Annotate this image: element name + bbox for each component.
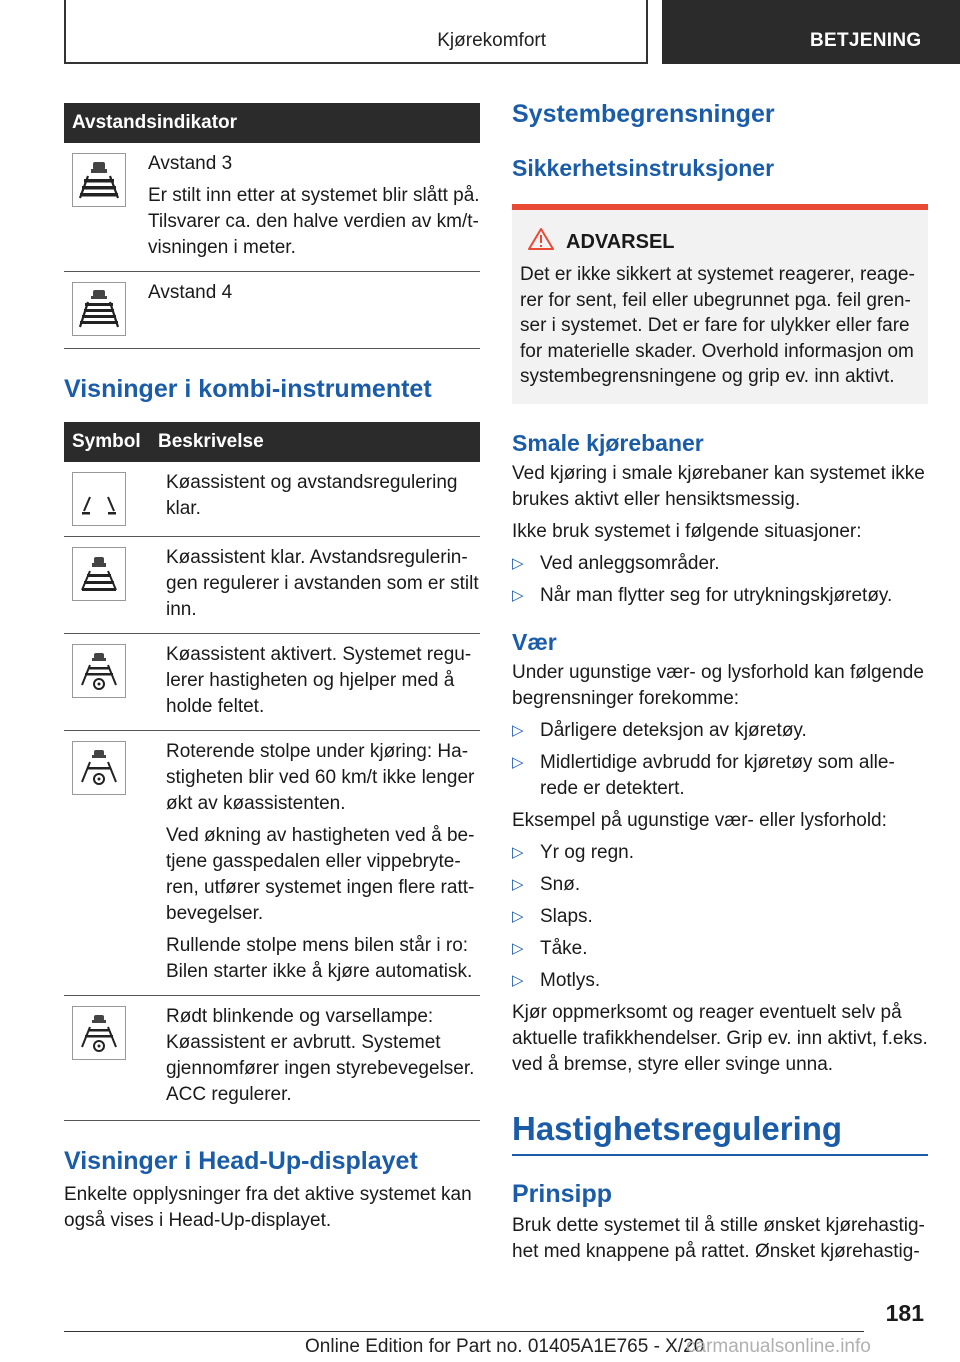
list-item: ▷ Ved anleggsområder. — [512, 552, 720, 574]
distance-4-icon — [72, 282, 126, 336]
kombi-row-3-text: Køassistent aktivert. Systemet regu-lerer hastigheten og hjelper med å holde feltet. — [166, 644, 472, 717]
table-row — [64, 634, 480, 731]
distance-3-label: Avstand 3 — [148, 153, 233, 174]
kombi-table-header: Symbol Beskrivelse — [64, 422, 480, 462]
distance-4-label: Avstand 4 — [148, 282, 233, 303]
header-section: Kjørekomfort — [437, 30, 546, 51]
distance-3-text: Er stilt inn etter at systemet blir slått på. Tilsvarer ca. den halve verdien av km/t-visningen i meter. — [148, 185, 480, 258]
narrow-lanes-title: Smale kjørebaner — [512, 429, 704, 456]
kombi-row-1-text: Køassistent og avstandsregulering klar. — [166, 472, 458, 519]
weather-examples-intro: Eksempel på ugunstige vær- eller lysforhold: — [512, 809, 887, 831]
table-row — [64, 143, 480, 272]
principle-text: Bruk dette systemet til å stille ønsket kjørehastig-het med knappene på rattet. Ønsket kjørehastig- — [512, 1214, 925, 1262]
list-item: ▷ Dårligere deteksjon av kjøretøy. — [512, 719, 807, 741]
distance-3-icon — [72, 153, 126, 207]
header-frame — [64, 0, 648, 64]
car-lanes-wheel-icon — [72, 644, 126, 698]
list-item: ▷ Når man flytter seg for utrykningskjøretøy. — [512, 584, 893, 606]
weather-text: Under ugunstige vær- og lysforhold kan følgende begrensninger forekomme: — [512, 661, 924, 709]
narrow-lanes-situations: Ikke bruk systemet i følgende situasjoner: — [512, 520, 862, 542]
speed-control-title: Hastighetsregulering — [512, 1110, 928, 1156]
table-row — [64, 996, 480, 1121]
distance-table-header: Avstandsindikator — [64, 103, 480, 143]
list-item: ▷ Tåke. — [512, 937, 588, 959]
edition-text: Online Edition for Part no. 01405A1E765 - X/20 — [305, 1336, 705, 1357]
table-row — [64, 731, 480, 996]
kombi-row-4-text-2: Ved økning av hastigheten ved å be-tjene gasspedalen eller vippebryte-ren, utfører systemet ingen flere ratt-bevegelser. — [166, 825, 475, 924]
table-row — [64, 272, 480, 349]
lane-lines-icon — [72, 472, 126, 526]
list-item: ▷ Snø. — [512, 873, 581, 895]
warning-box — [512, 204, 928, 404]
weather-examples-list — [512, 840, 928, 994]
safety-instructions-title: Sikkerhetsinstruksjoner — [512, 155, 775, 181]
header-chapter: BETJENING — [662, 0, 960, 64]
weather-advice: Kjør oppmerksomt og reager eventuelt selv på aktuelle trafikkhendelser. Grip ev. inn aktivt, f.eks. ved å bremse, styre eller svinge unna. — [512, 1001, 928, 1075]
warning-triangle-icon — [528, 228, 554, 256]
kombi-row-4-text-1: Roterende stolpe under kjøring: Ha-stigheten blir ved 60 km/t ikke lenger økt av køassistenten. — [166, 741, 475, 814]
car-wheel-rotating-icon — [72, 741, 126, 795]
kombi-row-5-text: Rødt blinkende og varsellampe: Køassistent er avbrutt. Systemet gjennomfører ingen styrebevegelser. ACC regulerer. — [166, 1006, 475, 1105]
left-column — [64, 103, 480, 1234]
footer-divider — [64, 1331, 864, 1332]
car-wheel-red-icon — [72, 1006, 126, 1060]
table-row — [64, 537, 480, 634]
warning-label: ADVARSEL — [566, 230, 675, 253]
narrow-lanes-list — [512, 551, 928, 609]
narrow-lanes-text: Ved kjøring i smale kjørebaner kan systemet ikke brukes aktivt eller hensiktsmessig. — [512, 462, 925, 510]
system-limits-title: Systembegrensninger — [512, 100, 775, 128]
right-column — [512, 100, 928, 1265]
watermark: carmanualsonline.info — [686, 1336, 871, 1357]
weather-title: Vær — [512, 628, 557, 655]
kombi-row-4-text-3: Rullende stolpe mens bilen står i ro: Bilen starter ikke å kjøre automatisk. — [166, 935, 473, 982]
principle-title: Prinsipp — [512, 1179, 613, 1208]
kombi-row-2-text: Køassistent klar. Avstandsregulerin-gen regulerer i avstanden som er stilt inn. — [166, 547, 479, 620]
hud-text: Enkelte opplysninger fra det aktive systemet kan også vises i Head-Up-displayet. — [64, 1184, 472, 1231]
kombi-title: Visninger i kombi-instrumentet — [64, 375, 432, 403]
list-item: ▷ Motlys. — [512, 969, 601, 991]
table-row — [64, 462, 480, 537]
list-item: ▷ Midlertidige avbrudd for kjøretøy som alle-rede er detektert. — [512, 751, 895, 799]
list-item: ▷ Slaps. — [512, 905, 593, 927]
car-lanes-icon — [72, 547, 126, 601]
warning-text: Det er ikke sikkert at systemet reagerer, reage-rer for sent, feil eller ubegrunnet pga. feil gren-ser i systemet. Det er fare for ulykker eller fare for materielle skader. Overhold informasjon om systembegrensningene og grip ev. inn aktivt. — [520, 264, 915, 387]
list-item: ▷ Yr og regn. — [512, 841, 634, 863]
weather-limits-list — [512, 718, 928, 802]
hud-title: Visninger i Head-Up-displayet — [64, 1147, 418, 1175]
page-number: 181 — [885, 1300, 924, 1326]
